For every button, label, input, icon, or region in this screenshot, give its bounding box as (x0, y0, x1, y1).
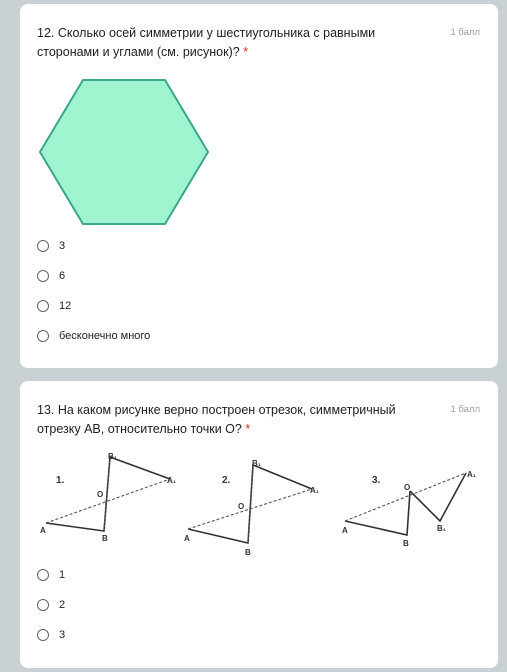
radio-button[interactable] (37, 270, 49, 282)
figure-1 (40, 452, 177, 543)
question-card-13 (20, 381, 498, 668)
question-text: 13. На каком рисунке верно построен отрезок, симметричный отрезку АВ, относительно точки О? (37, 403, 396, 436)
figure-number: 1. (56, 475, 65, 486)
label-a1: A₁ (467, 470, 477, 479)
question-text: 12. Сколько осей симметрии у шестиугольника с равными сторонами и углами (см. рисунок)? (37, 26, 376, 59)
option-label: 1 (59, 569, 66, 581)
label-o: O (97, 490, 104, 499)
label-b: B (245, 548, 251, 557)
option-12[interactable] (37, 297, 71, 315)
label-b1: B₁ (252, 459, 262, 468)
label-a: A (184, 534, 190, 543)
radio-button[interactable] (37, 569, 49, 581)
option-label: 6 (59, 270, 66, 282)
label-a: A (40, 526, 46, 535)
question-card-12 (20, 4, 498, 368)
option-infinitely-many[interactable] (37, 327, 150, 345)
label-a: A (342, 526, 348, 535)
label-o: O (238, 502, 245, 511)
option-label: 2 (59, 599, 66, 611)
radio-button[interactable] (37, 599, 49, 611)
option-3[interactable] (37, 237, 65, 255)
hexagon-shape (40, 80, 208, 224)
question-title (37, 401, 437, 439)
option-1[interactable] (37, 566, 65, 584)
option-3[interactable] (37, 626, 65, 644)
label-a1: A₁ (310, 486, 320, 495)
option-6[interactable] (37, 267, 65, 285)
radio-button[interactable] (37, 330, 49, 342)
points-label: 1 балл (450, 404, 480, 415)
label-a1: A₁ (167, 476, 177, 485)
label-b1: B₁ (437, 524, 447, 533)
label-b1: B₁ (108, 452, 118, 461)
figure-number: 2. (222, 475, 231, 486)
label-o: O (404, 483, 411, 492)
question-title (37, 24, 437, 62)
figure-3 (342, 470, 477, 548)
option-label: бесконечно много (59, 330, 151, 342)
required-asterisk: * (243, 45, 249, 59)
radio-button[interactable] (37, 240, 49, 252)
radio-button[interactable] (37, 300, 49, 312)
label-b: B (403, 539, 409, 548)
points-label: 1 балл (450, 27, 480, 38)
hexagon-figure (38, 78, 210, 226)
symmetry-figures (20, 451, 498, 563)
option-label: 3 (59, 629, 66, 641)
radio-button[interactable] (37, 629, 49, 641)
option-2[interactable] (37, 596, 65, 614)
required-asterisk: * (245, 422, 251, 436)
option-label: 3 (59, 240, 66, 252)
figure-number: 3. (372, 475, 381, 486)
option-label: 12 (59, 300, 72, 312)
figure-2 (184, 459, 320, 557)
label-b: B (102, 534, 108, 543)
